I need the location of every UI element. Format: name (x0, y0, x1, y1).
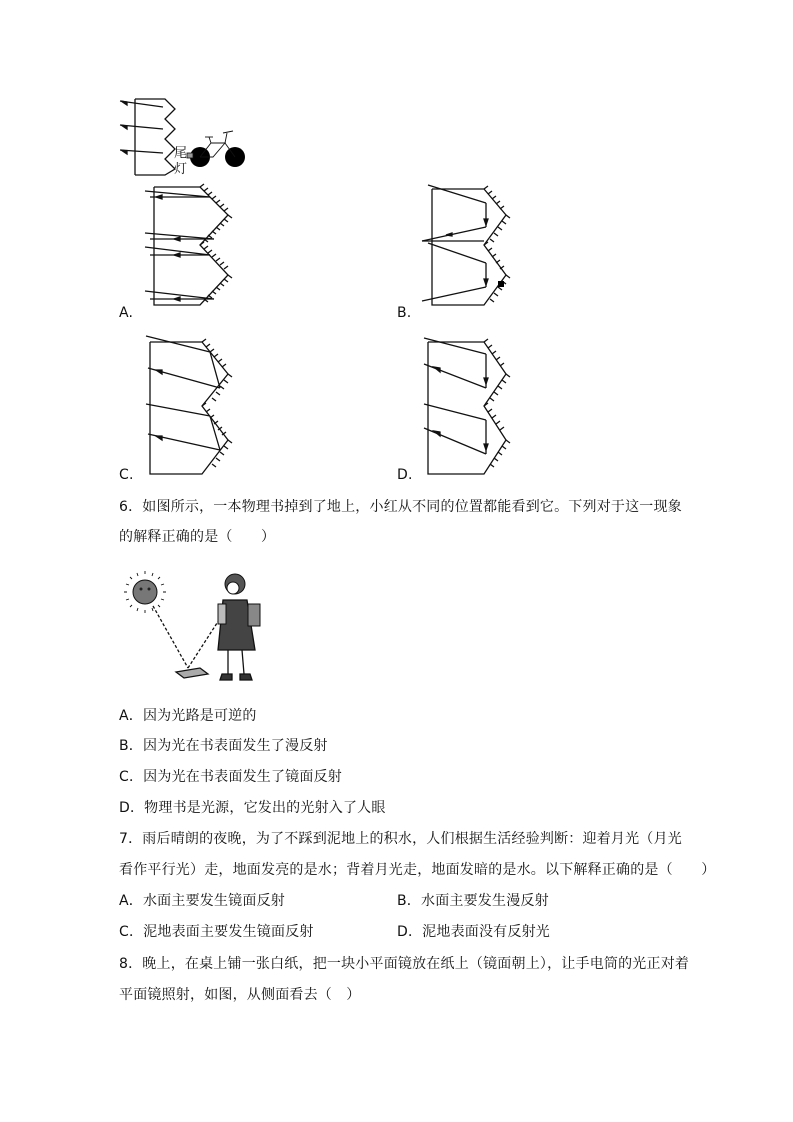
girl-icon (218, 574, 260, 680)
option-c-diagram (140, 336, 240, 476)
q6-option-a: A．因为光路是可逆的 (119, 708, 257, 724)
tail-light-label-1: 尾 (174, 146, 188, 161)
q7-option-d: D．泥地表面没有反射光 (397, 924, 550, 940)
option-b-label: B. (397, 305, 412, 321)
option-c-label: C. (119, 467, 134, 483)
option-d-diagram (418, 336, 518, 476)
q7-option-a: A．水面主要发生镜面反射 (119, 893, 285, 909)
q6-option-c: C．因为光在书表面发生了镜面反射 (119, 769, 342, 785)
q6-option-d: D．物理书是光源，它发出的光射入了人眼 (119, 800, 386, 816)
q6-stem-line1: 6．如图所示，一本物理书掉到了地上，小红从不同的位置都能看到它。下列对于这一现象 (119, 499, 682, 515)
option-b-diagram (418, 183, 518, 313)
q6-stem-line2: 的解释正确的是（ ） (119, 529, 276, 545)
option-d-label: D. (397, 467, 413, 483)
tail-light-label-2: 灯 (174, 162, 188, 177)
q6-option-b: B．因为光在书表面发生了漫反射 (119, 738, 328, 754)
bicycle-icon (187, 131, 245, 167)
q8-stem-line1: 8．晚上，在桌上铺一张白纸，把一块小平面镜放在纸上（镜面朝上），让手电筒的光正对着 (119, 956, 690, 972)
option-a-label: A. (119, 305, 134, 321)
q7-option-c: C．泥地表面主要发生镜面反射 (119, 924, 314, 940)
book-icon (176, 668, 208, 678)
option-a-diagram (140, 183, 240, 313)
q8-stem-line2: 平面镜照射，如图，从侧面看去（ ） (119, 987, 361, 1003)
book-reflection-figure (120, 570, 270, 690)
sun-icon (124, 571, 166, 613)
q7-option-b: B．水面主要发生漫反射 (397, 893, 549, 909)
q7-stem-line2: 看作平行光）走，地面发亮的是水；背着月光走，地面发暗的是水。以下解释正确的是（ ） (119, 862, 716, 878)
q7-stem-line1: 7．雨后晴朗的夜晚，为了不踩到泥地上的积水，人们根据生活经验判断：迎着月光（月光 (119, 831, 682, 847)
